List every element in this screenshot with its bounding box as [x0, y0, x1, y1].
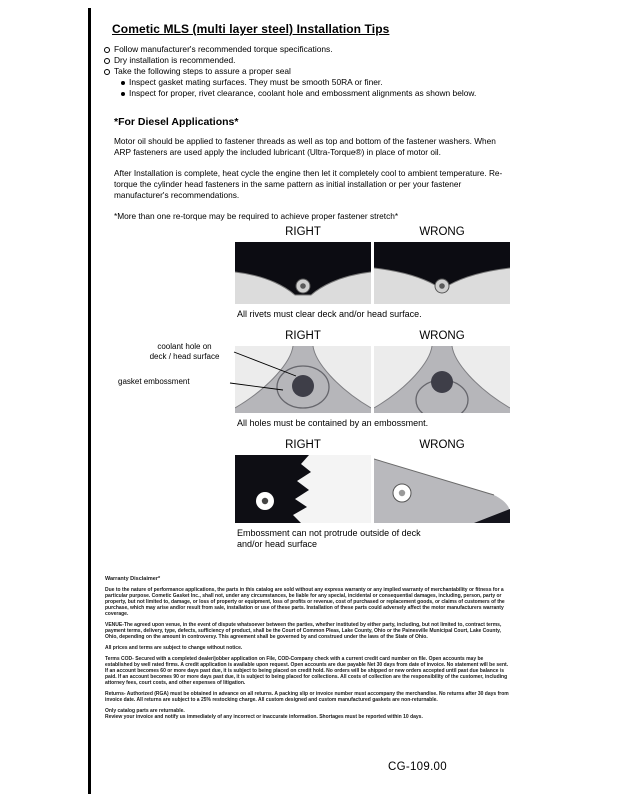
disclaimer-paragraph: VENUE-The agreed upon venue, in the event of dispute whatsoever between the parties, whether instituted by either party, including, but not limited to, contract terms, payment terms, delivery, type, defects, sufficiency of product, shall be the Court of Common Pleas, Lake County, Ohio or the Painesville Municipal Court, Lake County, Ohio, depending on the amount in controversy. This agreement shall be governed by and construed under the laws of the State of Ohio.	[105, 622, 502, 640]
right-label: RIGHT	[285, 439, 321, 451]
diagram-row-embossment	[235, 330, 511, 429]
diesel-note: *More than one re-torque may be required to achieve proper fastener stretch*	[114, 211, 399, 221]
list-item	[104, 66, 524, 77]
diagram-headers	[235, 226, 511, 239]
list-item-text: Take the following steps to assure a proper seal	[114, 66, 291, 76]
coolant-hole-label-line: coolant hole on	[157, 342, 212, 351]
disclaimer-paragraph: Review your invoice and notify us immediately of any incorrect or inaccurate information. Shortages must be reported within 10 days.	[105, 714, 423, 720]
open-bullet-icon	[104, 47, 110, 53]
wrong-label: WRONG	[419, 226, 465, 238]
diesel-paragraph: Motor oil should be applied to fastener threads as well as top and bottom of the fastener washers. When ARP fasteners are used apply the included lubricant (Ultra-Torque®) in place of motor oil.	[114, 136, 496, 157]
diesel-paragraph: After Installation is complete, heat cycle the engine then let it completely cool to ambient temperature. Re-torque the cylinder head fasteners in the same pattern as initial installation or per your fastener manufacturer's recommendations.	[114, 168, 503, 200]
hole-contained-illustration	[235, 346, 371, 413]
coolant-hole-label	[136, 342, 233, 361]
wrong-label: WRONG	[419, 330, 465, 342]
open-bullet-icon	[104, 58, 110, 64]
diagram-images	[235, 242, 511, 304]
diagram-headers	[235, 439, 511, 452]
list-item	[121, 77, 524, 88]
diagram-row-rivets	[235, 226, 511, 320]
embossment-inside-deck-illustration	[235, 455, 371, 523]
diagram-caption-line: and/or head surface	[237, 539, 318, 549]
diesel-heading: *For Diesel Applications*	[114, 116, 239, 128]
protrusion-right-image	[235, 455, 371, 523]
rivet-clear-deck-illustration	[235, 242, 371, 304]
diagram-section	[235, 226, 511, 550]
page-left-rule	[88, 8, 91, 794]
list-item-text: Follow manufacturer's recommended torque specifications.	[114, 44, 333, 54]
coolant-hole-label-line: deck / head surface	[149, 351, 220, 361]
diagram-headers	[235, 330, 511, 343]
page-code: CG-109.00	[388, 761, 447, 773]
list-item	[104, 44, 524, 55]
list-item-text: Inspect gasket mating surfaces. They must be smooth 50RA or finer.	[129, 77, 383, 87]
filled-bullet-icon	[121, 92, 125, 96]
hole-not-contained-illustration	[374, 346, 510, 413]
warranty-disclaimer-section	[105, 576, 511, 725]
rivet-wrong-image	[374, 242, 510, 304]
installation-tips-list	[104, 44, 524, 99]
gasket-embossment-label: gasket embossment	[118, 377, 190, 386]
disclaimer-paragraph: Only catalog parts are returnable.	[105, 708, 185, 714]
diagram-caption	[237, 528, 511, 550]
disclaimer-paragraph: Due to the nature of performance applications, the parts in this catalog are sold without any express warranty or any implied warranty of merchantability or fitness for a particular purpose. Cometic Gasket Inc., shall not, under any circumstances, be liable for any special, incidental or consequential damages, including, person, party or property, but not limited to, damage, or loss of property or equipment, loss of profits or revenue, cost of purchased or replacement goods, or claims of customers of the purchase, which may arise and/or result from sale, installation or use of these parts. Installation of these parts could adversely affect the motor manufacturers warranty coverage.	[105, 587, 505, 617]
embossment-outside-deck-illustration	[374, 455, 510, 523]
diagram-caption: All rivets must clear deck and/or head surface.	[237, 309, 422, 319]
diagram-images	[235, 455, 511, 523]
filled-bullet-icon	[121, 81, 125, 85]
list-item-text: Inspect for proper, rivet clearance, coolant hole and embossment alignments as shown below.	[129, 88, 477, 98]
diagram-caption: All holes must be contained by an embossment.	[237, 418, 429, 428]
diagram-row-protrusion	[235, 439, 511, 550]
disclaimer-paragraph: Returns- Authorized (RGA) must be obtained in advance on all returns. A packing slip or invoice number must accompany the merchandise. No returns after 30 days from invoice date. All returns are subject to a 25% restocking charge. All custom designed and custom manufactured gaskets are non-returnable.	[105, 691, 509, 703]
diagram-images	[235, 346, 511, 413]
open-bullet-icon	[104, 69, 110, 75]
embossment-wrong-image	[374, 346, 510, 413]
rivet-touching-deck-illustration	[374, 242, 510, 304]
rivet-right-image	[235, 242, 371, 304]
page-title: Cometic MLS (multi layer steel) Installation Tips	[112, 22, 390, 36]
disclaimer-heading: Warranty Disclaimer*	[105, 576, 161, 582]
protrusion-wrong-image	[374, 455, 510, 523]
disclaimer-paragraph: Terms COD- Secured with a completed dealer/jobber application on File, COD-Company check with a current credit card number on file. Open accounts may be established by well rated firms. A credit application is available upon request. Open accounts are due payable Net 30 days from date of invoice. No statement will be sent. If an account becomes 60 or more days past due, it is subject to being placed on credit hold. No orders will be shipped or new orders accepted until past due balance is paid. If an account becomes 90 or more days past due, it is subject to being placed for collections. All costs of collection are the responsibility of the customer, including attorney fees, court costs, and other expenses of litigation.	[105, 656, 509, 686]
diesel-applications-section	[114, 116, 508, 232]
right-label: RIGHT	[285, 330, 321, 342]
wrong-label: WRONG	[419, 439, 465, 451]
list-item	[104, 55, 524, 66]
right-label: RIGHT	[285, 226, 321, 238]
disclaimer-paragraph: All prices and terms are subject to change without notice.	[105, 645, 243, 651]
list-item-text: Dry installation is recommended.	[114, 55, 236, 65]
list-item	[121, 88, 524, 99]
diagram-caption-line: Embossment can not protrude outside of deck	[237, 528, 421, 538]
embossment-right-image	[235, 346, 371, 413]
